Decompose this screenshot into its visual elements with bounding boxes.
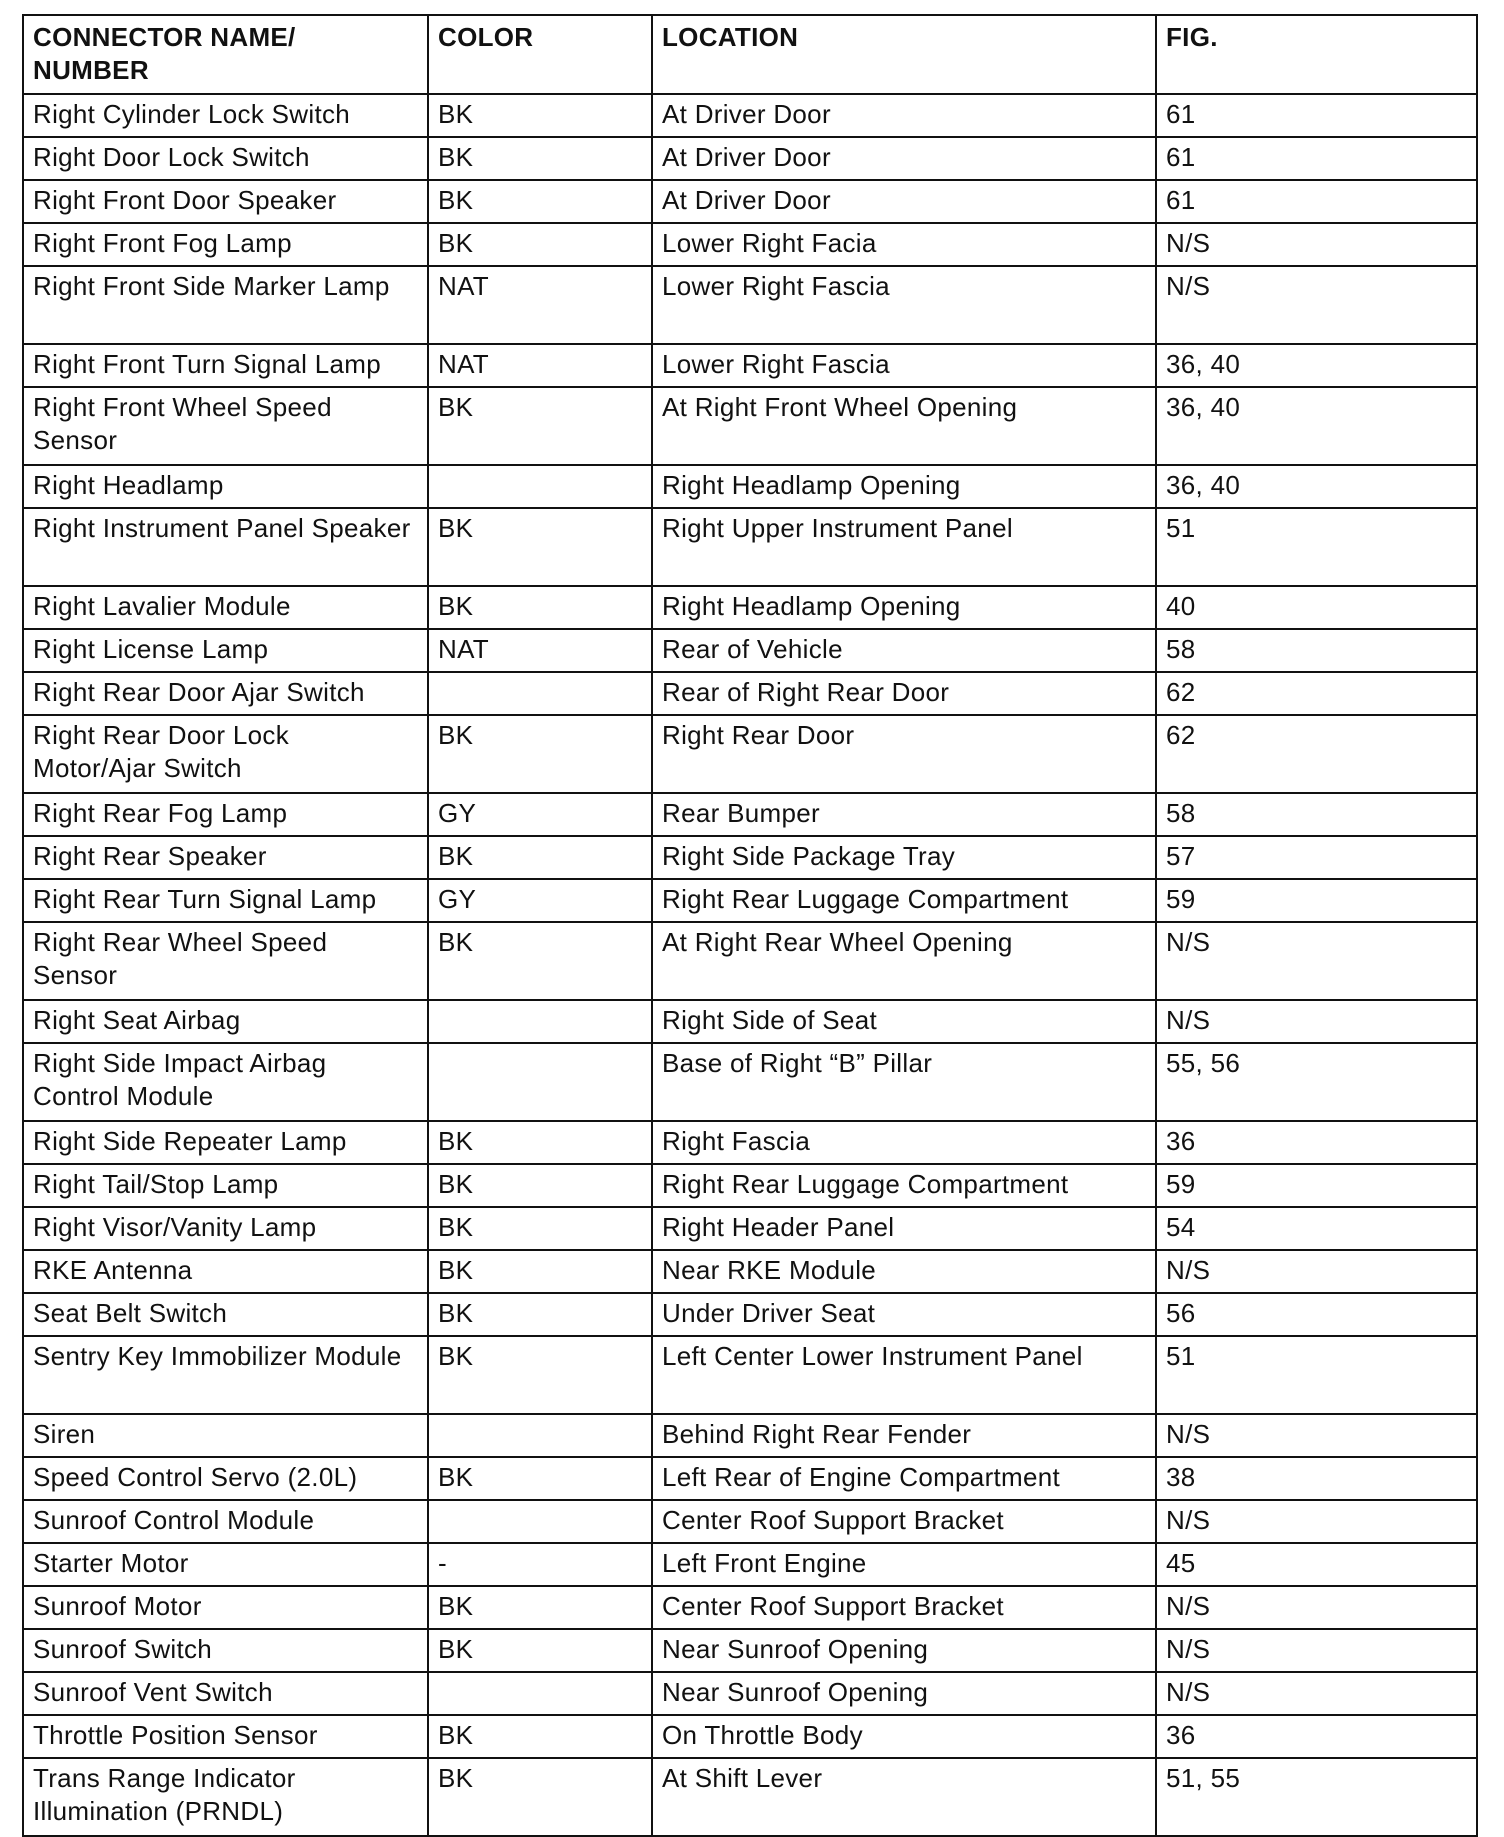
cell-connector-name: Sunroof Motor — [23, 1586, 428, 1629]
cell-connector-name: Siren — [23, 1414, 428, 1457]
cell-fig: N/S — [1156, 1629, 1477, 1672]
cell-color — [428, 465, 652, 508]
cell-location: At Shift Lever — [652, 1758, 1156, 1836]
cell-color: BK — [428, 223, 652, 266]
cell-location: Right Fascia — [652, 1121, 1156, 1164]
cell-color: BK — [428, 922, 652, 1000]
table-row — [23, 1043, 1477, 1121]
table-row — [23, 1543, 1477, 1586]
table-row — [23, 1250, 1477, 1293]
cell-location: Left Front Engine — [652, 1543, 1156, 1586]
cell-connector-name: Right Front Fog Lamp — [23, 223, 428, 266]
cell-fig: 36, 40 — [1156, 387, 1477, 465]
cell-location: Right Headlamp Opening — [652, 586, 1156, 629]
table-row — [23, 344, 1477, 387]
cell-fig: N/S — [1156, 1672, 1477, 1715]
cell-fig: 36, 40 — [1156, 344, 1477, 387]
cell-color: BK — [428, 836, 652, 879]
table-row — [23, 387, 1477, 465]
cell-color — [428, 672, 652, 715]
cell-color: BK — [428, 180, 652, 223]
table-row — [23, 1672, 1477, 1715]
table-row — [23, 672, 1477, 715]
cell-connector-name: Right Rear Speaker — [23, 836, 428, 879]
cell-color: BK — [428, 1586, 652, 1629]
cell-fig: 36 — [1156, 1715, 1477, 1758]
cell-location: Center Roof Support Bracket — [652, 1586, 1156, 1629]
cell-fig: N/S — [1156, 1586, 1477, 1629]
cell-fig: 51, 55 — [1156, 1758, 1477, 1836]
cell-location: At Driver Door — [652, 180, 1156, 223]
cell-location: Right Headlamp Opening — [652, 465, 1156, 508]
header-connector-name: CONNECTOR NAME/ NUMBER — [23, 15, 428, 94]
cell-location: Left Center Lower Instrument Panel — [652, 1336, 1156, 1414]
cell-connector-name: Sunroof Vent Switch — [23, 1672, 428, 1715]
table-row — [23, 266, 1477, 344]
cell-fig: 59 — [1156, 1164, 1477, 1207]
cell-connector-name: RKE Antenna — [23, 1250, 428, 1293]
cell-location: At Driver Door — [652, 137, 1156, 180]
cell-color: BK — [428, 1629, 652, 1672]
cell-location: Near Sunroof Opening — [652, 1672, 1156, 1715]
cell-color: BK — [428, 508, 652, 586]
table-row — [23, 1457, 1477, 1500]
table-row — [23, 1414, 1477, 1457]
cell-location: Rear of Vehicle — [652, 629, 1156, 672]
cell-color: GY — [428, 879, 652, 922]
cell-fig: N/S — [1156, 223, 1477, 266]
connector-table — [22, 14, 1478, 1837]
cell-color — [428, 1500, 652, 1543]
cell-color: BK — [428, 1758, 652, 1836]
cell-fig: 51 — [1156, 508, 1477, 586]
cell-fig: 38 — [1156, 1457, 1477, 1500]
cell-fig: N/S — [1156, 1414, 1477, 1457]
cell-fig: 61 — [1156, 180, 1477, 223]
cell-connector-name: Seat Belt Switch — [23, 1293, 428, 1336]
cell-connector-name: Right Rear Turn Signal Lamp — [23, 879, 428, 922]
cell-color: NAT — [428, 344, 652, 387]
cell-connector-name: Right Rear Door Ajar Switch — [23, 672, 428, 715]
cell-location: Under Driver Seat — [652, 1293, 1156, 1336]
cell-color — [428, 1000, 652, 1043]
cell-connector-name: Right Rear Fog Lamp — [23, 793, 428, 836]
cell-location: At Driver Door — [652, 94, 1156, 137]
cell-location: Right Side Package Tray — [652, 836, 1156, 879]
cell-location: Right Rear Luggage Compartment — [652, 879, 1156, 922]
cell-color: GY — [428, 793, 652, 836]
table-row — [23, 793, 1477, 836]
cell-location: Lower Right Fascia — [652, 266, 1156, 344]
cell-color: BK — [428, 137, 652, 180]
table-row — [23, 508, 1477, 586]
cell-fig: 62 — [1156, 672, 1477, 715]
cell-fig: N/S — [1156, 266, 1477, 344]
cell-location: At Right Front Wheel Opening — [652, 387, 1156, 465]
table-row — [23, 465, 1477, 508]
cell-connector-name: Right License Lamp — [23, 629, 428, 672]
cell-fig: 56 — [1156, 1293, 1477, 1336]
cell-connector-name: Trans Range Indicator Illumination (PRNDL) — [23, 1758, 428, 1836]
table-row — [23, 715, 1477, 793]
cell-color: BK — [428, 1250, 652, 1293]
cell-color: BK — [428, 1207, 652, 1250]
cell-connector-name: Right Tail/Stop Lamp — [23, 1164, 428, 1207]
cell-connector-name: Right Side Impact Airbag Control Module — [23, 1043, 428, 1121]
table-row — [23, 629, 1477, 672]
table-row — [23, 1121, 1477, 1164]
table-row — [23, 1164, 1477, 1207]
table-body — [23, 94, 1477, 1836]
cell-color: BK — [428, 1457, 652, 1500]
cell-color — [428, 1414, 652, 1457]
cell-fig: 58 — [1156, 629, 1477, 672]
cell-connector-name: Right Cylinder Lock Switch — [23, 94, 428, 137]
table-row — [23, 223, 1477, 266]
cell-location: Right Upper Instrument Panel — [652, 508, 1156, 586]
cell-location: Left Rear of Engine Compartment — [652, 1457, 1156, 1500]
cell-fig: 59 — [1156, 879, 1477, 922]
cell-connector-name: Sunroof Switch — [23, 1629, 428, 1672]
cell-color: BK — [428, 715, 652, 793]
cell-location: Rear of Right Rear Door — [652, 672, 1156, 715]
cell-color: BK — [428, 1293, 652, 1336]
table-row — [23, 137, 1477, 180]
table-row — [23, 1207, 1477, 1250]
cell-location: Center Roof Support Bracket — [652, 1500, 1156, 1543]
cell-fig: 58 — [1156, 793, 1477, 836]
cell-fig: 61 — [1156, 137, 1477, 180]
table-row — [23, 1586, 1477, 1629]
cell-location: Rear Bumper — [652, 793, 1156, 836]
cell-connector-name: Speed Control Servo (2.0L) — [23, 1457, 428, 1500]
cell-connector-name: Sentry Key Immobilizer Module — [23, 1336, 428, 1414]
cell-location: Right Side of Seat — [652, 1000, 1156, 1043]
cell-fig: 36 — [1156, 1121, 1477, 1164]
cell-color: NAT — [428, 629, 652, 672]
header-location: LOCATION — [652, 15, 1156, 94]
cell-connector-name: Right Visor/Vanity Lamp — [23, 1207, 428, 1250]
table-row — [23, 586, 1477, 629]
cell-location: Lower Right Fascia — [652, 344, 1156, 387]
table-row — [23, 1715, 1477, 1758]
cell-location: Near RKE Module — [652, 1250, 1156, 1293]
cell-color: BK — [428, 94, 652, 137]
cell-color: BK — [428, 1715, 652, 1758]
cell-connector-name: Right Side Repeater Lamp — [23, 1121, 428, 1164]
cell-connector-name: Sunroof Control Module — [23, 1500, 428, 1543]
cell-color — [428, 1043, 652, 1121]
cell-fig: 61 — [1156, 94, 1477, 137]
cell-fig: N/S — [1156, 1500, 1477, 1543]
cell-color: BK — [428, 586, 652, 629]
header-row — [23, 15, 1477, 94]
cell-fig: 57 — [1156, 836, 1477, 879]
cell-fig: 62 — [1156, 715, 1477, 793]
cell-connector-name: Right Front Turn Signal Lamp — [23, 344, 428, 387]
table-row — [23, 836, 1477, 879]
cell-color: BK — [428, 1336, 652, 1414]
cell-connector-name: Right Lavalier Module — [23, 586, 428, 629]
table-row — [23, 1293, 1477, 1336]
cell-location: Near Sunroof Opening — [652, 1629, 1156, 1672]
table-row — [23, 1336, 1477, 1414]
cell-connector-name: Right Front Side Marker Lamp — [23, 266, 428, 344]
cell-location: Behind Right Rear Fender — [652, 1414, 1156, 1457]
table-row — [23, 1758, 1477, 1836]
cell-connector-name: Right Front Wheel Speed Sensor — [23, 387, 428, 465]
cell-location: Lower Right Facia — [652, 223, 1156, 266]
cell-fig: 36, 40 — [1156, 465, 1477, 508]
cell-color: BK — [428, 387, 652, 465]
header-fig: FIG. — [1156, 15, 1477, 94]
table-row — [23, 1500, 1477, 1543]
cell-color: BK — [428, 1164, 652, 1207]
cell-connector-name: Right Rear Wheel Speed Sensor — [23, 922, 428, 1000]
cell-fig: 40 — [1156, 586, 1477, 629]
connector-table-sheet — [22, 14, 1476, 1837]
cell-color: NAT — [428, 266, 652, 344]
cell-location: On Throttle Body — [652, 1715, 1156, 1758]
cell-fig: N/S — [1156, 1000, 1477, 1043]
cell-color: BK — [428, 1121, 652, 1164]
cell-fig: 51 — [1156, 1336, 1477, 1414]
cell-connector-name: Right Seat Airbag — [23, 1000, 428, 1043]
cell-color — [428, 1672, 652, 1715]
table-row — [23, 922, 1477, 1000]
cell-location: Right Rear Luggage Compartment — [652, 1164, 1156, 1207]
cell-connector-name: Right Door Lock Switch — [23, 137, 428, 180]
header-color: COLOR — [428, 15, 652, 94]
cell-connector-name: Starter Motor — [23, 1543, 428, 1586]
cell-connector-name: Right Rear Door Lock Motor/Ajar Switch — [23, 715, 428, 793]
cell-connector-name: Right Headlamp — [23, 465, 428, 508]
cell-connector-name: Throttle Position Sensor — [23, 1715, 428, 1758]
table-row — [23, 1000, 1477, 1043]
cell-location: Right Header Panel — [652, 1207, 1156, 1250]
cell-location: Right Rear Door — [652, 715, 1156, 793]
cell-location: At Right Rear Wheel Opening — [652, 922, 1156, 1000]
cell-fig: 54 — [1156, 1207, 1477, 1250]
table-row — [23, 94, 1477, 137]
table-row — [23, 879, 1477, 922]
cell-fig: N/S — [1156, 922, 1477, 1000]
table-row — [23, 1629, 1477, 1672]
cell-location: Base of Right “B” Pillar — [652, 1043, 1156, 1121]
cell-fig: 45 — [1156, 1543, 1477, 1586]
cell-fig: 55, 56 — [1156, 1043, 1477, 1121]
cell-connector-name: Right Front Door Speaker — [23, 180, 428, 223]
cell-connector-name: Right Instrument Panel Speaker — [23, 508, 428, 586]
cell-color: - — [428, 1543, 652, 1586]
cell-fig: N/S — [1156, 1250, 1477, 1293]
table-row — [23, 180, 1477, 223]
